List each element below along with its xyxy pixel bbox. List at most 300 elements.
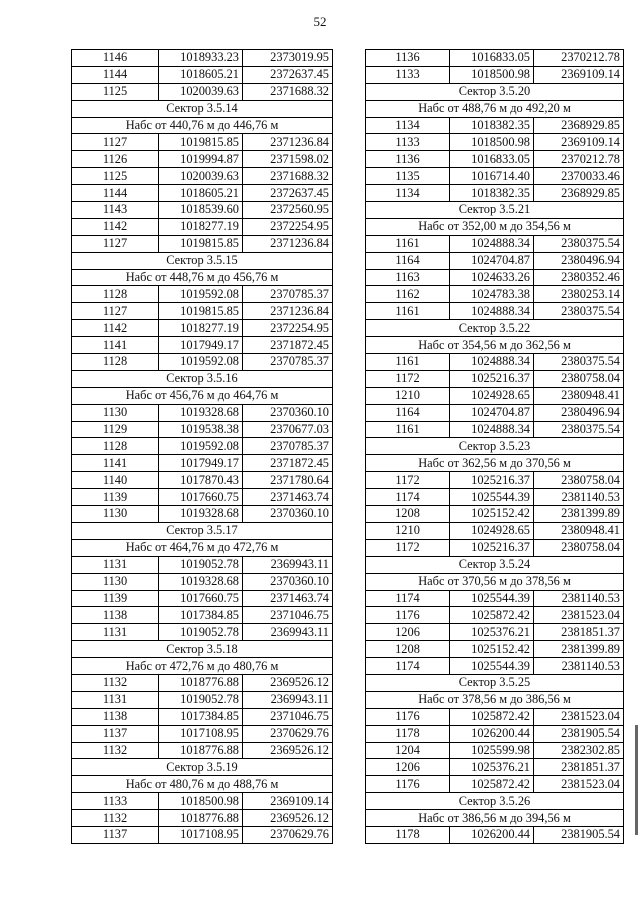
y-coordinate-cell: 2371780.64: [243, 472, 333, 489]
point-row: [72, 624, 333, 641]
point-row: [72, 826, 333, 843]
point-number-cell: 1138: [72, 607, 159, 624]
point-number-cell: 1127: [72, 134, 159, 151]
sector-header-row: [366, 556, 624, 573]
point-number-cell: 1164: [366, 252, 450, 269]
point-row: [72, 303, 333, 320]
x-coordinate-cell: 1016833.05: [450, 50, 534, 67]
x-coordinate-cell: 1024928.65: [450, 387, 534, 404]
point-row: [366, 776, 624, 793]
sector-header-cell: Сектор 3.5.20: [366, 83, 624, 100]
y-coordinate-cell: 2380375.54: [534, 354, 624, 371]
x-coordinate-cell: 1025872.42: [450, 776, 534, 793]
point-row: [72, 202, 333, 219]
point-number-cell: 1130: [72, 506, 159, 523]
y-coordinate-cell: 2369943.11: [243, 556, 333, 573]
point-number-cell: 1136: [366, 151, 450, 168]
x-coordinate-cell: 1025544.39: [450, 489, 534, 506]
point-number-cell: 1128: [72, 286, 159, 303]
y-coordinate-cell: 2372560.95: [243, 202, 333, 219]
y-coordinate-cell: 2380352.46: [534, 269, 624, 286]
y-coordinate-cell: 2381851.37: [534, 759, 624, 776]
point-number-cell: 1127: [72, 235, 159, 252]
point-number-cell: 1162: [366, 286, 450, 303]
point-number-cell: 1176: [366, 776, 450, 793]
y-coordinate-cell: 2381140.53: [534, 590, 624, 607]
sector-header-cell: Набс от 352,00 м до 354,56 м: [366, 218, 624, 235]
y-coordinate-cell: 2370785.37: [243, 354, 333, 371]
y-coordinate-cell: 2381905.54: [534, 826, 624, 843]
point-number-cell: 1161: [366, 303, 450, 320]
point-number-cell: 1129: [72, 421, 159, 438]
x-coordinate-cell: 1024888.34: [450, 303, 534, 320]
point-row: [72, 218, 333, 235]
point-row: [72, 421, 333, 438]
point-row: [366, 641, 624, 658]
point-number-cell: 1172: [366, 472, 450, 489]
point-row: [72, 725, 333, 742]
sector-header-row: [366, 202, 624, 219]
point-row: [366, 489, 624, 506]
x-coordinate-cell: 1024704.87: [450, 252, 534, 269]
y-coordinate-cell: 2369943.11: [243, 624, 333, 641]
x-coordinate-cell: 1024888.34: [450, 235, 534, 252]
point-number-cell: 1204: [366, 742, 450, 759]
sector-header-cell: Сектор 3.5.18: [72, 641, 333, 658]
x-coordinate-cell: 1025872.42: [450, 708, 534, 725]
x-coordinate-cell: 1026200.44: [450, 826, 534, 843]
x-coordinate-cell: 1024633.26: [450, 269, 534, 286]
y-coordinate-cell: 2368929.85: [534, 185, 624, 202]
point-row: [366, 708, 624, 725]
sector-header-cell: Сектор 3.5.14: [72, 100, 333, 117]
x-coordinate-cell: 1019328.68: [159, 573, 243, 590]
point-number-cell: 1206: [366, 759, 450, 776]
point-number-cell: 1128: [72, 354, 159, 371]
x-coordinate-cell: 1025376.21: [450, 759, 534, 776]
x-coordinate-cell: 1025599.98: [450, 742, 534, 759]
point-row: [72, 168, 333, 185]
point-row: [72, 286, 333, 303]
sector-header-cell: Набс от 464,76 м до 472,76 м: [72, 539, 333, 556]
point-row: [72, 556, 333, 573]
x-coordinate-cell: 1017660.75: [159, 590, 243, 607]
sector-header-cell: Набс от 448,76 м до 456,76 м: [72, 269, 333, 286]
x-coordinate-cell: 1017949.17: [159, 337, 243, 354]
point-number-cell: 1146: [72, 50, 159, 67]
x-coordinate-cell: 1025152.42: [450, 641, 534, 658]
x-coordinate-cell: 1018776.88: [159, 742, 243, 759]
point-row: [366, 725, 624, 742]
point-row: [366, 506, 624, 523]
point-row: [72, 793, 333, 810]
point-row: [72, 590, 333, 607]
y-coordinate-cell: 2381523.04: [534, 607, 624, 624]
y-coordinate-cell: 2369526.12: [243, 742, 333, 759]
x-coordinate-cell: 1018539.60: [159, 202, 243, 219]
sector-header-row: [366, 100, 624, 117]
point-row: [366, 590, 624, 607]
point-row: [72, 337, 333, 354]
point-number-cell: 1131: [72, 556, 159, 573]
sector-header-row: [72, 100, 333, 117]
point-row: [72, 404, 333, 421]
x-coordinate-cell: 1017384.85: [159, 708, 243, 725]
point-row: [72, 235, 333, 252]
x-coordinate-cell: 1019592.08: [159, 354, 243, 371]
point-number-cell: 1163: [366, 269, 450, 286]
y-coordinate-cell: 2380758.04: [534, 472, 624, 489]
x-coordinate-cell: 1017949.17: [159, 455, 243, 472]
point-row: [366, 370, 624, 387]
sector-header-cell: Набс от 378,56 м до 386,56 м: [366, 691, 624, 708]
x-coordinate-cell: 1016714.40: [450, 168, 534, 185]
point-number-cell: 1132: [72, 742, 159, 759]
point-row: [366, 50, 624, 67]
y-coordinate-cell: 2381523.04: [534, 708, 624, 725]
x-coordinate-cell: 1018500.98: [159, 793, 243, 810]
point-number-cell: 1142: [72, 320, 159, 337]
x-coordinate-cell: 1020039.63: [159, 168, 243, 185]
sector-header-cell: Набс от 488,76 м до 492,20 м: [366, 100, 624, 117]
point-number-cell: 1161: [366, 235, 450, 252]
point-row: [366, 472, 624, 489]
y-coordinate-cell: 2373019.95: [243, 50, 333, 67]
point-row: [72, 185, 333, 202]
sector-header-row: [366, 320, 624, 337]
y-coordinate-cell: 2369109.14: [243, 793, 333, 810]
point-row: [366, 303, 624, 320]
y-coordinate-cell: 2380758.04: [534, 539, 624, 556]
point-row: [72, 506, 333, 523]
point-row: [366, 421, 624, 438]
y-coordinate-cell: 2380496.94: [534, 404, 624, 421]
sector-header-cell: Набс от 386,56 м до 394,56 м: [366, 810, 624, 827]
x-coordinate-cell: 1018277.19: [159, 218, 243, 235]
y-coordinate-cell: 2370629.76: [243, 826, 333, 843]
x-coordinate-cell: 1019052.78: [159, 624, 243, 641]
x-coordinate-cell: 1025376.21: [450, 624, 534, 641]
x-coordinate-cell: 1019052.78: [159, 556, 243, 573]
x-coordinate-cell: 1018382.35: [450, 117, 534, 134]
y-coordinate-cell: 2371236.84: [243, 134, 333, 151]
point-number-cell: 1133: [72, 793, 159, 810]
sector-header-row: [366, 810, 624, 827]
point-row: [72, 151, 333, 168]
y-coordinate-cell: 2369526.12: [243, 810, 333, 827]
point-row: [366, 387, 624, 404]
x-coordinate-cell: 1019592.08: [159, 286, 243, 303]
y-coordinate-cell: 2381523.04: [534, 776, 624, 793]
y-coordinate-cell: 2380375.54: [534, 421, 624, 438]
x-coordinate-cell: 1024704.87: [450, 404, 534, 421]
x-coordinate-cell: 1026200.44: [450, 725, 534, 742]
point-number-cell: 1135: [366, 168, 450, 185]
y-coordinate-cell: 2380948.41: [534, 387, 624, 404]
x-coordinate-cell: 1024888.34: [450, 354, 534, 371]
sector-header-row: [72, 252, 333, 269]
y-coordinate-cell: 2372254.95: [243, 218, 333, 235]
y-coordinate-cell: 2381905.54: [534, 725, 624, 742]
y-coordinate-cell: 2371463.74: [243, 489, 333, 506]
point-number-cell: 1206: [366, 624, 450, 641]
point-number-cell: 1144: [72, 185, 159, 202]
point-row: [72, 708, 333, 725]
point-number-cell: 1134: [366, 185, 450, 202]
sector-header-row: [72, 269, 333, 286]
point-number-cell: 1174: [366, 489, 450, 506]
sector-header-cell: Сектор 3.5.23: [366, 438, 624, 455]
point-row: [366, 826, 624, 843]
point-row: [366, 151, 624, 168]
point-number-cell: 1144: [72, 66, 159, 83]
point-row: [72, 134, 333, 151]
point-number-cell: 1127: [72, 303, 159, 320]
point-number-cell: 1131: [72, 624, 159, 641]
y-coordinate-cell: 2371463.74: [243, 590, 333, 607]
sector-header-cell: Сектор 3.5.21: [366, 202, 624, 219]
y-coordinate-cell: 2370785.37: [243, 286, 333, 303]
point-row: [72, 573, 333, 590]
y-coordinate-cell: 2371688.32: [243, 83, 333, 100]
point-row: [366, 539, 624, 556]
point-row: [366, 522, 624, 539]
x-coordinate-cell: 1018605.21: [159, 185, 243, 202]
sector-header-cell: Набс от 440,76 м до 446,76 м: [72, 117, 333, 134]
x-coordinate-cell: 1018500.98: [450, 134, 534, 151]
point-number-cell: 1133: [366, 134, 450, 151]
x-coordinate-cell: 1019052.78: [159, 691, 243, 708]
sector-header-cell: Набс от 370,56 м до 378,56 м: [366, 573, 624, 590]
point-row: [366, 168, 624, 185]
point-number-cell: 1131: [72, 691, 159, 708]
x-coordinate-cell: 1024928.65: [450, 522, 534, 539]
point-number-cell: 1164: [366, 404, 450, 421]
x-coordinate-cell: 1025872.42: [450, 607, 534, 624]
x-coordinate-cell: 1019592.08: [159, 438, 243, 455]
point-row: [72, 691, 333, 708]
sector-header-cell: Набс от 362,56 м до 370,56 м: [366, 455, 624, 472]
x-coordinate-cell: 1024783.38: [450, 286, 534, 303]
sector-header-row: [72, 776, 333, 793]
point-number-cell: 1125: [72, 168, 159, 185]
x-coordinate-cell: 1018500.98: [450, 66, 534, 83]
sector-header-cell: Сектор 3.5.17: [72, 522, 333, 539]
y-coordinate-cell: 2370212.78: [534, 151, 624, 168]
point-number-cell: 1178: [366, 725, 450, 742]
y-coordinate-cell: 2370629.76: [243, 725, 333, 742]
point-number-cell: 1161: [366, 354, 450, 371]
y-coordinate-cell: 2369526.12: [243, 674, 333, 691]
y-coordinate-cell: 2370360.10: [243, 506, 333, 523]
point-number-cell: 1141: [72, 337, 159, 354]
sector-header-cell: Сектор 3.5.19: [72, 759, 333, 776]
y-coordinate-cell: 2370212.78: [534, 50, 624, 67]
x-coordinate-cell: 1019815.85: [159, 134, 243, 151]
point-row: [72, 83, 333, 100]
point-number-cell: 1142: [72, 218, 159, 235]
y-coordinate-cell: 2370360.10: [243, 573, 333, 590]
point-row: [366, 252, 624, 269]
sector-header-cell: Набс от 354,56 м до 362,56 м: [366, 337, 624, 354]
y-coordinate-cell: 2381140.53: [534, 489, 624, 506]
point-number-cell: 1174: [366, 590, 450, 607]
sector-header-row: [72, 387, 333, 404]
point-number-cell: 1128: [72, 438, 159, 455]
y-coordinate-cell: 2372254.95: [243, 320, 333, 337]
sector-header-row: [366, 438, 624, 455]
y-coordinate-cell: 2381851.37: [534, 624, 624, 641]
point-number-cell: 1139: [72, 489, 159, 506]
sector-header-row: [366, 337, 624, 354]
y-coordinate-cell: 2371598.02: [243, 151, 333, 168]
y-coordinate-cell: 2380375.54: [534, 235, 624, 252]
point-number-cell: 1136: [366, 50, 450, 67]
sector-header-row: [366, 691, 624, 708]
point-row: [72, 455, 333, 472]
sector-header-row: [72, 522, 333, 539]
point-number-cell: 1172: [366, 539, 450, 556]
y-coordinate-cell: 2371046.75: [243, 607, 333, 624]
x-coordinate-cell: 1019815.85: [159, 235, 243, 252]
sector-header-cell: Набс от 456,76 м до 464,76 м: [72, 387, 333, 404]
point-number-cell: 1174: [366, 658, 450, 675]
y-coordinate-cell: 2370677.03: [243, 421, 333, 438]
y-coordinate-cell: 2371872.45: [243, 337, 333, 354]
point-number-cell: 1138: [72, 708, 159, 725]
sector-header-row: [72, 658, 333, 675]
sector-header-row: [366, 793, 624, 810]
point-row: [72, 810, 333, 827]
point-row: [366, 354, 624, 371]
point-row: [72, 607, 333, 624]
y-coordinate-cell: 2381399.89: [534, 506, 624, 523]
point-number-cell: 1161: [366, 421, 450, 438]
point-row: [72, 320, 333, 337]
point-row: [72, 438, 333, 455]
sector-header-row: [366, 573, 624, 590]
sector-header-cell: Сектор 3.5.22: [366, 320, 624, 337]
y-coordinate-cell: 2369109.14: [534, 66, 624, 83]
y-coordinate-cell: 2371688.32: [243, 168, 333, 185]
point-row: [366, 66, 624, 83]
point-number-cell: 1140: [72, 472, 159, 489]
y-coordinate-cell: 2380375.54: [534, 303, 624, 320]
x-coordinate-cell: 1017108.95: [159, 725, 243, 742]
point-row: [72, 50, 333, 67]
y-coordinate-cell: 2372637.45: [243, 185, 333, 202]
y-coordinate-cell: 2371872.45: [243, 455, 333, 472]
point-row: [366, 134, 624, 151]
y-coordinate-cell: 2370360.10: [243, 404, 333, 421]
point-row: [366, 404, 624, 421]
x-coordinate-cell: 1017384.85: [159, 607, 243, 624]
point-number-cell: 1133: [366, 66, 450, 83]
x-coordinate-cell: 1017660.75: [159, 489, 243, 506]
x-coordinate-cell: 1019815.85: [159, 303, 243, 320]
point-number-cell: 1141: [72, 455, 159, 472]
y-coordinate-cell: 2380948.41: [534, 522, 624, 539]
y-coordinate-cell: 2380758.04: [534, 370, 624, 387]
point-row: [72, 354, 333, 371]
x-coordinate-cell: 1024888.34: [450, 421, 534, 438]
y-coordinate-cell: 2369943.11: [243, 691, 333, 708]
y-coordinate-cell: 2381140.53: [534, 658, 624, 675]
sector-header-row: [366, 674, 624, 691]
coordinates-table-left: [71, 49, 333, 844]
sector-header-row: [72, 117, 333, 134]
point-number-cell: 1125: [72, 83, 159, 100]
y-coordinate-cell: 2380253.14: [534, 286, 624, 303]
x-coordinate-cell: 1018605.21: [159, 66, 243, 83]
point-number-cell: 1208: [366, 641, 450, 658]
point-row: [366, 759, 624, 776]
y-coordinate-cell: 2369109.14: [534, 134, 624, 151]
page-number: 52: [313, 14, 327, 29]
point-number-cell: 1176: [366, 607, 450, 624]
point-number-cell: 1139: [72, 590, 159, 607]
point-number-cell: 1208: [366, 506, 450, 523]
point-row: [366, 185, 624, 202]
x-coordinate-cell: 1018277.19: [159, 320, 243, 337]
sector-header-row: [72, 539, 333, 556]
x-coordinate-cell: 1025544.39: [450, 658, 534, 675]
point-number-cell: 1130: [72, 573, 159, 590]
y-coordinate-cell: 2381399.89: [534, 641, 624, 658]
x-coordinate-cell: 1025152.42: [450, 506, 534, 523]
sector-header-cell: Сектор 3.5.16: [72, 370, 333, 387]
y-coordinate-cell: 2372637.45: [243, 66, 333, 83]
x-coordinate-cell: 1017870.43: [159, 472, 243, 489]
point-row: [72, 742, 333, 759]
x-coordinate-cell: 1018933.23: [159, 50, 243, 67]
point-number-cell: 1134: [366, 117, 450, 134]
sector-header-row: [366, 455, 624, 472]
x-coordinate-cell: 1019538.38: [159, 421, 243, 438]
sector-header-cell: Сектор 3.5.26: [366, 793, 624, 810]
y-coordinate-cell: 2370033.46: [534, 168, 624, 185]
y-coordinate-cell: 2371236.84: [243, 235, 333, 252]
sector-header-row: [72, 370, 333, 387]
x-coordinate-cell: 1018776.88: [159, 810, 243, 827]
x-coordinate-cell: 1017108.95: [159, 826, 243, 843]
sector-header-row: [366, 218, 624, 235]
x-coordinate-cell: 1019994.87: [159, 151, 243, 168]
point-number-cell: 1176: [366, 708, 450, 725]
point-number-cell: 1137: [72, 725, 159, 742]
point-number-cell: 1137: [72, 826, 159, 843]
sector-header-cell: Набс от 480,76 м до 488,76 м: [72, 776, 333, 793]
point-number-cell: 1178: [366, 826, 450, 843]
x-coordinate-cell: 1025216.37: [450, 370, 534, 387]
point-row: [72, 674, 333, 691]
y-coordinate-cell: 2370785.37: [243, 438, 333, 455]
x-coordinate-cell: 1018776.88: [159, 674, 243, 691]
sector-header-cell: Сектор 3.5.24: [366, 556, 624, 573]
sector-header-cell: Набс от 472,76 м до 480,76 м: [72, 658, 333, 675]
sector-header-cell: Сектор 3.5.25: [366, 674, 624, 691]
x-coordinate-cell: 1019328.68: [159, 404, 243, 421]
x-coordinate-cell: 1020039.63: [159, 83, 243, 100]
sector-header-row: [72, 759, 333, 776]
point-row: [366, 658, 624, 675]
point-row: [366, 607, 624, 624]
point-number-cell: 1132: [72, 674, 159, 691]
point-row: [72, 472, 333, 489]
point-number-cell: 1210: [366, 387, 450, 404]
point-number-cell: 1172: [366, 370, 450, 387]
x-coordinate-cell: 1019328.68: [159, 506, 243, 523]
